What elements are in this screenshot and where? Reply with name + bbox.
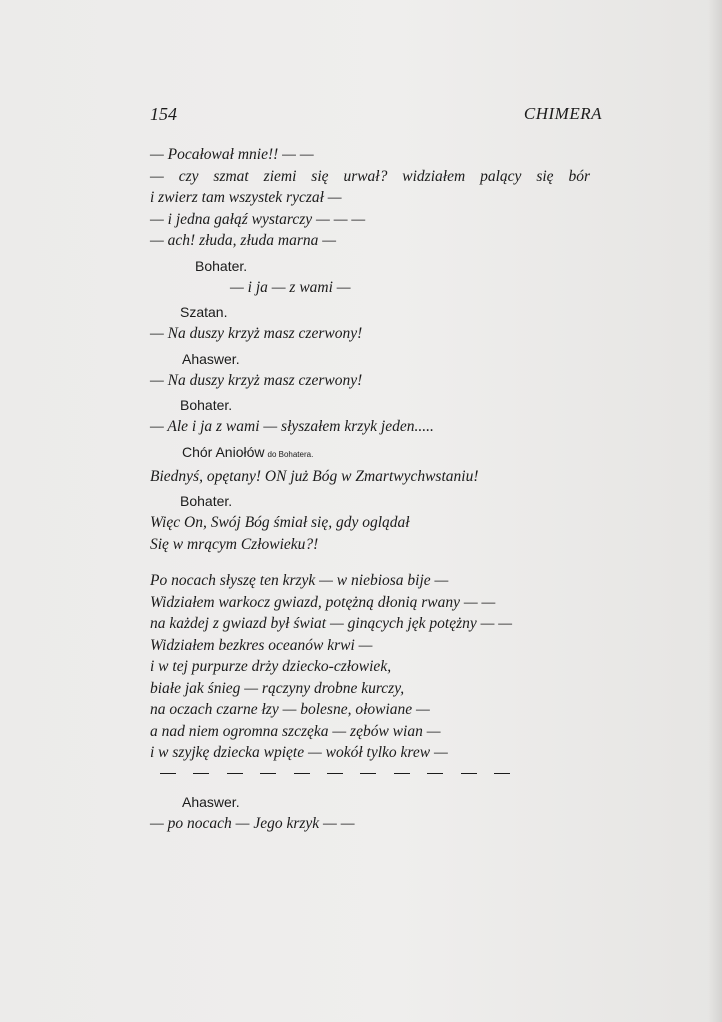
verse-line: — po nocach — Jego krzyk — — <box>150 814 355 832</box>
dash <box>394 773 410 775</box>
speaker-name: Bohater. <box>180 397 233 413</box>
speaker-name: Ahaswer. <box>182 793 240 810</box>
verse-line: — i ja — z wami — <box>230 278 351 296</box>
verse-line: białe jak śnieg — rączyny drobne kurczy, <box>150 679 405 697</box>
dash <box>294 773 310 775</box>
dash <box>160 773 176 775</box>
verse-line: i zwierz tam wszystek ryczał — <box>150 189 342 206</box>
verse-line: Biednyś, opętany! ON już Bóg w Zmartwychwstaniu! <box>150 467 479 485</box>
verse-line: Się w mrącym Człowieku?! <box>150 535 319 553</box>
page-text <box>150 144 610 834</box>
stanza-break <box>150 782 610 788</box>
speaker-name: Bohater. <box>180 493 233 509</box>
page-header <box>150 104 602 128</box>
speaker-name: Szatan. <box>180 304 228 320</box>
speaker-name: Ahaswer. <box>182 350 240 367</box>
verse-line: — czy szmat ziemi się urwał? widziałem palący się bór <box>150 167 590 185</box>
speaker-name: Bohater. <box>195 257 248 274</box>
stage-direction: do Bohatera. <box>267 449 314 459</box>
verse-line: Widziałem bezkres oceanów krwi — <box>150 636 373 654</box>
verse-line: Widziałem warkocz gwiazd, potężną dłonią rwany — — <box>150 593 496 611</box>
speaker-name <box>150 443 610 464</box>
dash <box>360 773 376 775</box>
dash-rule <box>160 766 510 782</box>
dash <box>227 773 243 775</box>
verse-line: — Ale i ja z wami — słyszałem krzyk jeden..... <box>150 418 434 435</box>
dash <box>260 773 276 775</box>
verse-line: — ach! złuda, złuda marna — <box>150 232 337 249</box>
page-edge-shadow <box>708 0 722 1022</box>
verse-line: a nad niem ogromna szczęka — zębów wian — <box>150 722 441 740</box>
dash <box>494 773 510 775</box>
verse-line: Więc On, Swój Bóg śmiał się, gdy oglądał <box>150 514 410 531</box>
page-number: 154 <box>150 104 177 124</box>
verse-line: — i jedna gałąź wystarczy — — — <box>150 210 366 228</box>
verse-line: na oczach czarne łzy — bolesne, ołowiane — <box>150 701 430 718</box>
verse-line: na każdej z gwiazd był świat — ginących jęk potężny — — <box>150 615 513 632</box>
verse-line: i w szyjkę dziecka wpięte — wokół tylko krew — <box>150 744 448 761</box>
dash <box>461 773 477 775</box>
verse-line: — Na duszy krzyż masz czerwony! <box>150 325 363 342</box>
verse-line: — Na duszy krzyż masz czerwony! <box>150 371 363 389</box>
dash <box>427 773 443 775</box>
verse-line: Po nocach słyszę ten krzyk — w niebiosa bije — <box>150 572 449 589</box>
running-head: CHIMERA <box>523 104 602 123</box>
verse-line: i w tej purpurze drży dziecko-człowiek, <box>150 658 392 675</box>
dash <box>327 773 343 775</box>
dash <box>193 773 209 775</box>
speaker-name-text: Chór Aniołów <box>182 443 265 460</box>
stanza-break <box>150 555 610 570</box>
verse-line: — Pocałował mnie!! — — <box>150 146 314 163</box>
